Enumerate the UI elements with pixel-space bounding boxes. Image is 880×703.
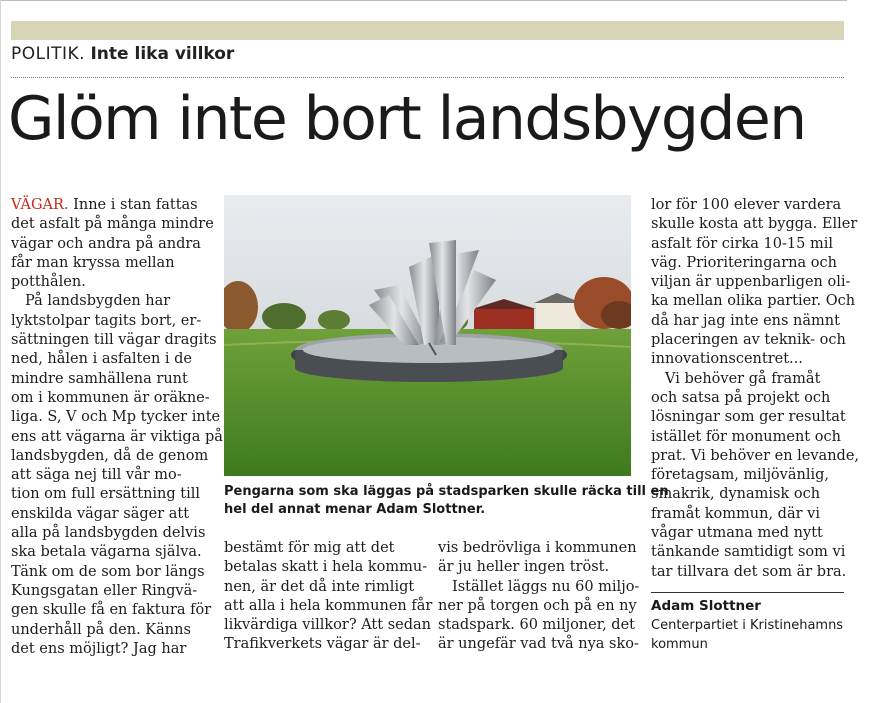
signature-rule: [651, 592, 844, 593]
body-line: framåt kommun, där vi: [651, 505, 820, 522]
body-line: potthålen.: [11, 274, 86, 291]
affiliation-line: kommun: [651, 637, 708, 652]
body-line: nen, är det då inte rimligt: [224, 578, 415, 595]
body-line: ka mellan olika partier. Och: [651, 293, 856, 310]
lede-word: VÄGAR.: [11, 197, 69, 213]
body-line: får man kryssa mellan: [11, 254, 175, 271]
body-line: ner på torgen och på en ny: [438, 597, 637, 614]
body-line: Vi behöver gå framåt: [665, 370, 821, 387]
body-line: underhåll på den. Känns: [11, 621, 191, 638]
body-line: ned, hålen i asfalten i de: [11, 351, 193, 368]
body-line: bestämt för mig att det: [224, 540, 395, 556]
section-kicker: [11, 44, 234, 64]
body-line: Kungsgatan eller Ringvä-: [11, 582, 198, 599]
article-photo: [224, 195, 631, 476]
author-name: Adam Slottner: [651, 598, 761, 614]
dotted-divider: [11, 77, 844, 78]
body-line: ens att vägarna är viktiga på: [11, 428, 223, 445]
body-line: Inne i stan fattas: [68, 197, 198, 213]
body-line: tar tillvara det som är bra.: [651, 563, 847, 580]
body-line: lösningar som ger resultat: [651, 409, 846, 426]
body-line: att säga nej till vår mo-: [11, 467, 182, 484]
lede-line: [11, 196, 223, 215]
header-band: [11, 21, 844, 40]
body-line: väg. Prioriteringarna och: [651, 254, 837, 271]
body-column-2: [224, 539, 432, 655]
body-line: tion om full ersättning till: [11, 486, 201, 503]
body-line: vägar och andra på andra: [11, 235, 201, 252]
body-line: enskilda vägar säger att: [11, 505, 190, 522]
body-line: alla på landsbygden delvis: [11, 525, 206, 542]
body-line: gen skulle få en faktura för: [11, 602, 212, 619]
body-column-1: [11, 196, 223, 659]
affiliation-line: Centerpartiet i Kristinehamns: [651, 618, 844, 633]
body-line: och satsa på projekt och: [651, 389, 831, 406]
page-left-rule: [0, 0, 1, 703]
body-line: det asfalt på många mindre: [11, 216, 214, 233]
body-line: innovationscentret...: [651, 351, 803, 368]
body-line: då har jag inte ens nämnt: [651, 312, 840, 329]
body-line: betalas skatt i hela kommu-: [224, 559, 428, 576]
body-line: Istället läggs nu 60 miljo-: [452, 578, 640, 595]
body-line: Tänk om de som bor längs: [11, 563, 205, 580]
body-line: Trafikverkets vägar är del-: [224, 636, 421, 653]
body-line: placeringen av teknik- och: [651, 332, 846, 349]
photo-caption: [224, 483, 669, 519]
body-line: istället för monument och: [651, 428, 841, 445]
body-line: är ungefär vad två nya sko-: [438, 636, 639, 653]
author-affiliation: [651, 616, 843, 654]
body-line: viljan är uppenbarligen oli-: [651, 274, 851, 291]
body-line: är ju heller ingen tröst.: [438, 559, 610, 576]
body-line: vis bedrövliga i kommunen: [438, 540, 637, 556]
body-line: likvärdiga villkor? Att sedan: [224, 617, 431, 634]
body-line: prat. Vi behöver en levande,: [651, 447, 860, 464]
body-line: liga. S, V och Mp tycker inte: [11, 409, 221, 426]
body-line: lyktstolpar tagits bort, er-: [11, 312, 202, 329]
body-column-4: [651, 196, 859, 582]
body-line: skulle kosta att bygga. Eller: [651, 216, 858, 233]
page-top-rule: [0, 0, 847, 1]
body-line: ska betala vägarna själva.: [11, 544, 202, 561]
caption-line: hel del annat menar Adam Slottner.: [224, 502, 486, 517]
body-line: tänkande samtidigt som vi: [651, 544, 846, 561]
body-line: att alla i hela kommunen får: [224, 597, 433, 614]
caption-line: Pengarna som ska läggas på stadsparken skulle räcka till en: [224, 484, 669, 499]
body-line: landsbygden, då de genom: [11, 447, 209, 464]
body-line: asfalt för cirka 10-15 mil: [651, 235, 833, 252]
body-line: det ens möjligt? Jag har: [11, 640, 187, 657]
body-line: vågar utmana med nytt: [651, 525, 823, 542]
body-column-3: [438, 539, 639, 655]
kicker-title: Inte lika villkor: [90, 44, 235, 64]
body-line: mindre samhällena runt: [11, 370, 188, 387]
fountain-sculpture-photo: [224, 195, 631, 476]
headline: Glöm inte bort landsbygden: [8, 84, 806, 154]
body-line: lor för 100 elever vardera: [651, 197, 842, 213]
body-line: stadspark. 60 miljoner, det: [438, 617, 635, 634]
body-line: om i kommunen är oräkne-: [11, 389, 210, 406]
body-line: sättningen till vägar dragits: [11, 332, 217, 349]
body-line: smakrik, dynamisk och: [651, 486, 821, 503]
body-line: På landsbygden har: [25, 293, 171, 310]
body-line: företagsam, miljövänlig,: [651, 467, 830, 484]
section-label: POLITIK.: [11, 44, 86, 64]
